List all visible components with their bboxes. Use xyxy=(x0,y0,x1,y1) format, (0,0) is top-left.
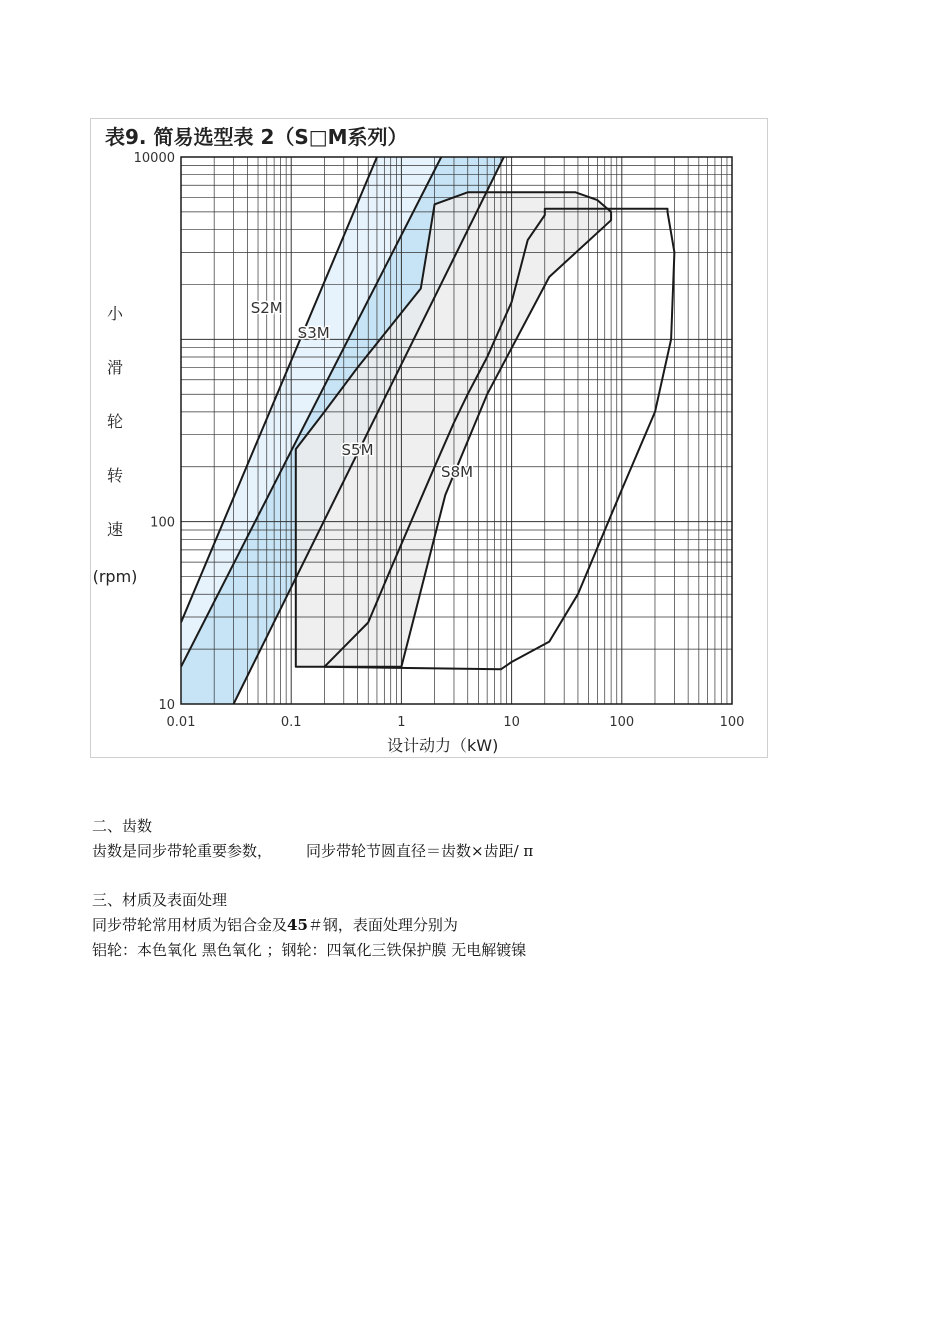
chart-title: 表9. 简易选型表 2（S□M系列） xyxy=(105,125,408,149)
x-tick-label: 1 xyxy=(397,715,406,730)
paragraph-teeth-part1: 齿数是同步带轮重要参数， xyxy=(92,842,273,860)
series-label-s8m: S8M xyxy=(441,462,474,481)
x-tick-label: 0.1 xyxy=(280,715,302,730)
y-axis-label-char: 转 xyxy=(106,466,123,485)
y-axis-unit: (rpm) xyxy=(92,567,138,586)
paragraph-material-part2: ＃钢，表面处理分别为 xyxy=(307,916,458,934)
x-tick-label: 0.01 xyxy=(166,715,196,730)
section-heading-material: 三、材质及表面处理 xyxy=(92,891,228,909)
paragraph-teeth xyxy=(92,840,533,861)
y-tick-label: 10 xyxy=(158,698,175,713)
y-axis-label-char: 轮 xyxy=(106,412,123,431)
steel-grade-number: 45 xyxy=(287,916,308,934)
plot-content xyxy=(91,119,767,757)
series-label-s5m: S5M xyxy=(341,441,374,460)
y-axis-label-char: 速 xyxy=(106,520,123,539)
x-axis-label: 设计动力（kW) xyxy=(387,736,499,755)
y-axis-label-char: 小 xyxy=(106,304,123,323)
paragraph-surface-treatment: 铝轮：本色氧化 黑色氧化 ；钢轮：四氧化三铁保护膜 无电解镀镍 xyxy=(92,941,527,959)
y-tick-label: 10000 xyxy=(133,151,175,166)
section-heading-teeth: 二、齿数 xyxy=(92,817,153,835)
paragraph-teeth-part2: 同步带轮节圆直径＝齿数×齿距/ π xyxy=(306,842,534,860)
series-label-s2m: S2M xyxy=(250,299,283,318)
x-tick-label: 10 xyxy=(503,715,520,730)
y-tick-label: 100 xyxy=(150,515,175,531)
paragraph-material-part1: 同步带轮常用材质为铝合金及 xyxy=(92,916,288,934)
y-axis-label-char: 滑 xyxy=(106,358,123,377)
chart-plot-area xyxy=(91,119,767,757)
x-tick-label: 100 xyxy=(719,715,745,730)
series-label-s3m: S3M xyxy=(297,323,330,342)
x-tick-label: 100 xyxy=(609,715,635,730)
chart-figure xyxy=(90,118,768,758)
paragraph-material xyxy=(92,914,458,935)
